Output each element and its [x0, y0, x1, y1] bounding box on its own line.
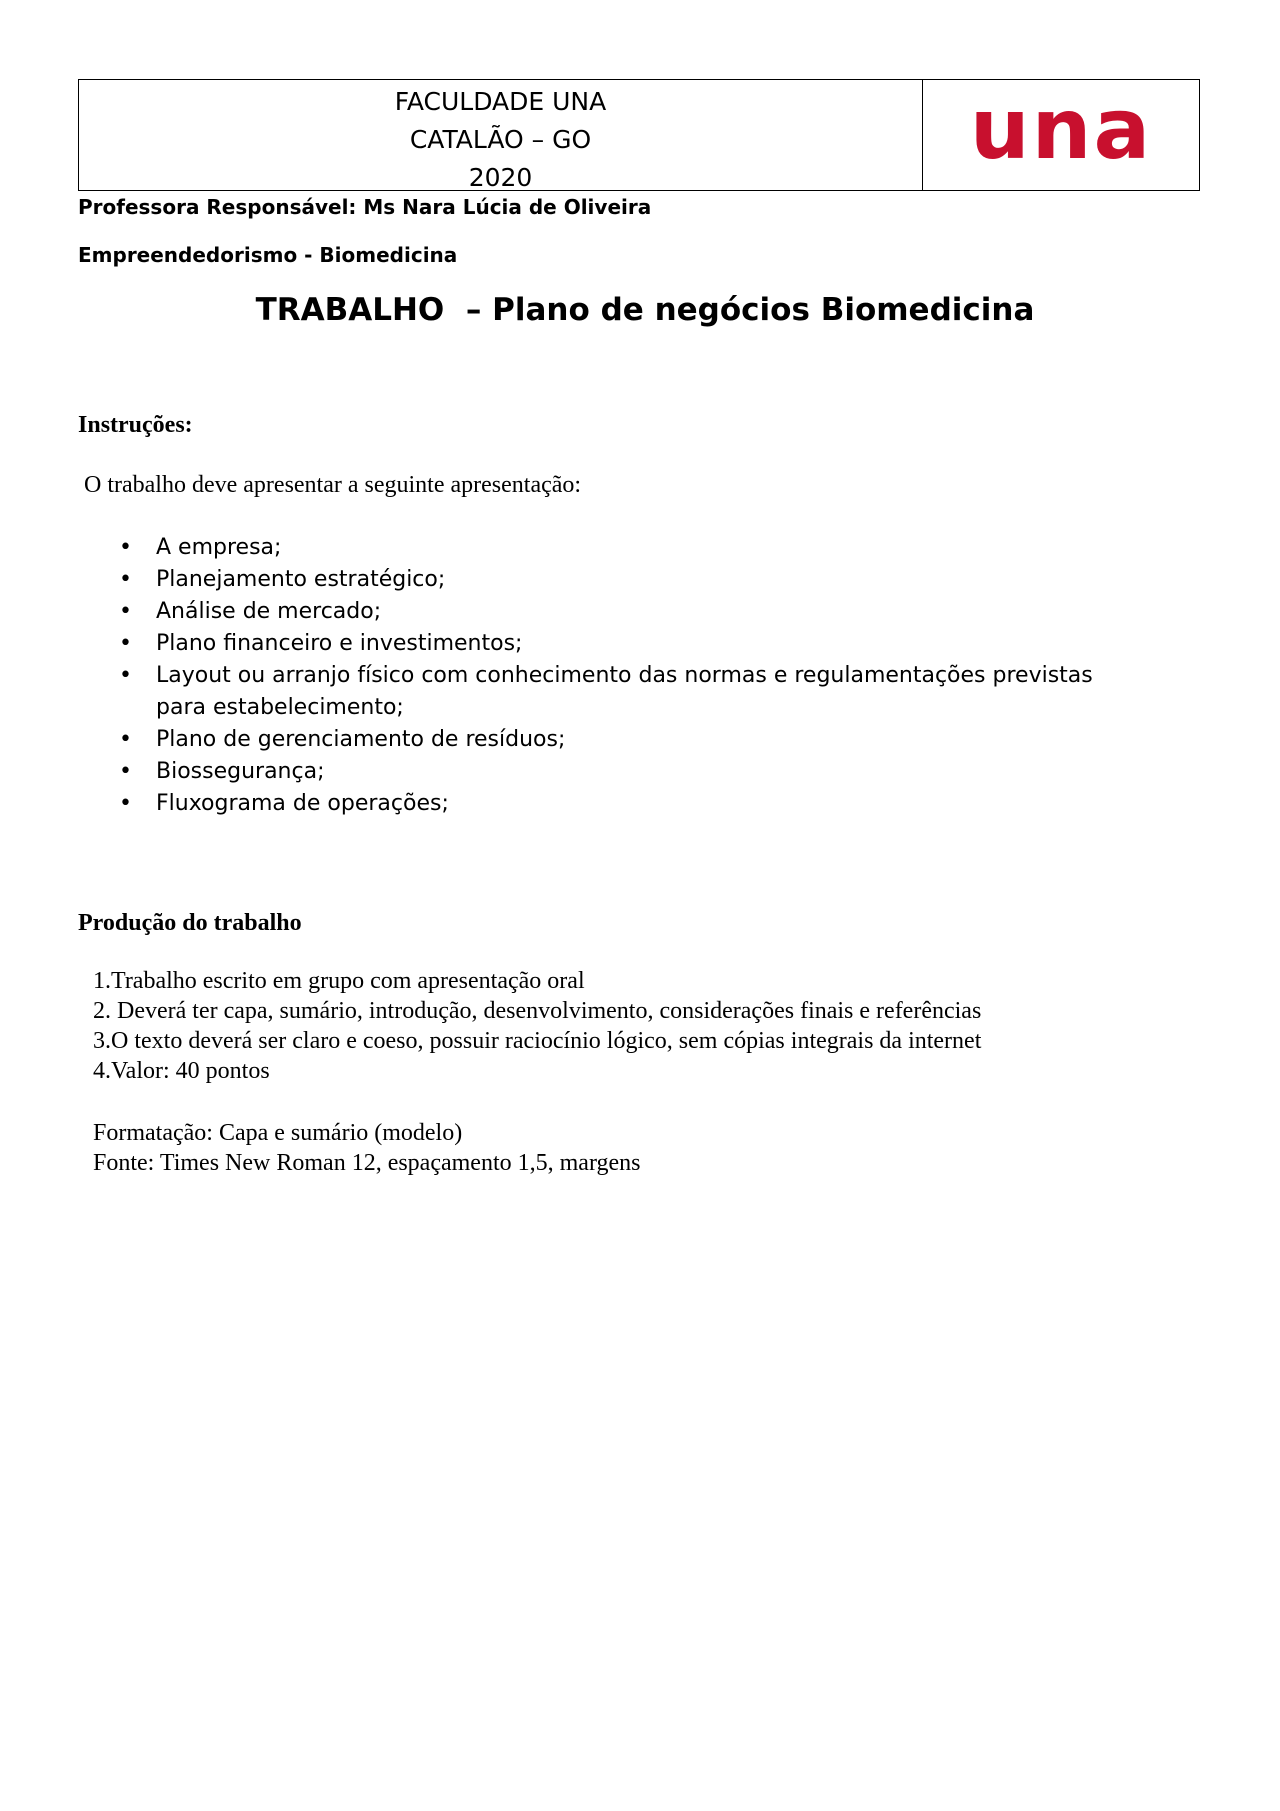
instructions-heading: Instruções:: [78, 412, 193, 438]
bullet-icon: •: [119, 791, 132, 816]
una-logo: [961, 100, 1161, 170]
bullet-icon: •: [119, 727, 132, 752]
bullet-icon: •: [119, 631, 132, 656]
list-item: • Plano de gerenciamento de resíduos;: [78, 724, 1128, 756]
list-item: • Fluxograma de operações;: [78, 788, 1128, 820]
una-logo-text: una: [969, 100, 1153, 170]
document-year: 2020: [468, 163, 533, 192]
production-heading: Produção do trabalho: [78, 910, 302, 936]
production-item: 4.Valor: 40 pontos: [93, 1058, 270, 1084]
list-item: • Biossegurança;: [78, 756, 1128, 788]
production-item: 2. Deverá ter capa, sumário, introdução, desenvolvimento, considerações finais e referências: [93, 998, 982, 1024]
una-logo-icon: [961, 100, 1161, 170]
formatting-line: Formatação: Capa e sumário (modelo): [93, 1120, 463, 1146]
bullet-icon: •: [119, 567, 132, 592]
course-line: Empreendedorismo - Biomedicina: [78, 243, 458, 267]
production-item: 1.Trabalho escrito em grupo com apresentação oral: [93, 968, 585, 994]
bullet-icon: •: [119, 535, 132, 560]
bullet-icon: •: [119, 599, 132, 624]
institution-location: CATALÃO – GO: [409, 125, 592, 154]
list-item: • Análise de mercado;: [78, 596, 1128, 628]
professor-line: Professora Responsável: Ms Nara Lúcia de Oliveira: [78, 195, 652, 219]
production-item: 3.O texto deverá ser claro e coeso, possuir raciocínio lógico, sem cópias integrais da internet: [93, 1028, 982, 1054]
document-title: TRABALHO – Plano de negócios Biomedicina: [255, 292, 1035, 328]
list-item: • A empresa;: [78, 532, 1128, 564]
header-institution-cell: [79, 80, 923, 190]
header-table: [78, 79, 1200, 191]
production-list: [93, 966, 981, 1086]
list-item: • Plano financeiro e investimentos;: [78, 628, 1128, 660]
bullet-icon: •: [119, 759, 132, 784]
institution-name: FACULDADE UNA: [394, 87, 607, 116]
bullet-icon: •: [119, 663, 132, 688]
font-line: Fonte: Times New Roman 12, espaçamento 1,5, margens: [93, 1150, 641, 1176]
formatting-block: [93, 1118, 641, 1178]
list-item: • Layout ou arranjo físico com conhecimento das normas e regulamentações previstas para estabelecimento;: [78, 660, 1128, 724]
header-logo-cell: [923, 80, 1199, 190]
list-item: • Planejamento estratégico;: [78, 564, 1128, 596]
instructions-list: [78, 532, 1128, 820]
instructions-intro: O trabalho deve apresentar a seguinte apresentação:: [84, 472, 582, 498]
